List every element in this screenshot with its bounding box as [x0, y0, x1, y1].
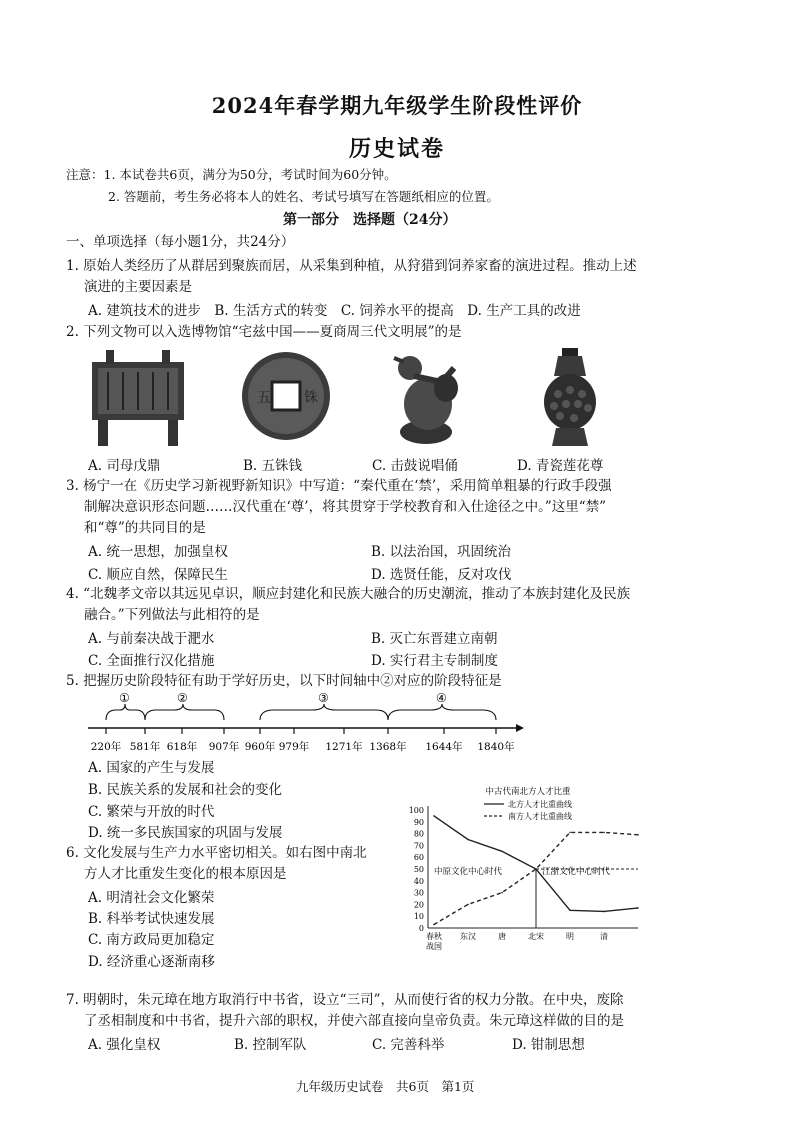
q3-stem-line3: 和“尊”的共同目的是: [84, 520, 206, 536]
north-data-point: [501, 851, 503, 853]
timeline-year: 1840年: [477, 741, 515, 753]
q2-stem: 2. 下列文物可以入选博物馆“宅兹中国——夏商周三代文明展”的是: [66, 324, 462, 340]
y-tick-label: 90: [413, 817, 424, 827]
y-tick-label: 70: [413, 841, 424, 851]
q7-option-b: B. 控制军队: [234, 1037, 307, 1053]
timeline-year: 907年: [208, 741, 240, 753]
q7-option-a: A. 强化皇权: [88, 1037, 161, 1053]
y-tick-label: 20: [413, 900, 424, 910]
x-tick-label: 唐: [498, 932, 506, 941]
x-tick-label: 北宋: [528, 932, 544, 941]
page-footer: 九年级历史试卷 共6页 第1页: [296, 1079, 475, 1094]
q2-option-c: C. 击鼓说唱俑: [372, 458, 458, 474]
q6-option-b: B. 科举考试快速发展: [88, 911, 215, 927]
y-tick-label: 40: [413, 876, 424, 886]
timeline-mark-3: ③: [318, 691, 329, 705]
x-tick-label: 明: [566, 932, 574, 941]
legend-south-label: 南方人才比重曲线: [508, 812, 572, 821]
simuwu-ding-image: [88, 348, 188, 448]
south-data-point: [501, 892, 503, 894]
q3-stem-line2: 制解决意识形态问题……汉代重在‘尊’，将其贯穿于学校教育和入仕途径之中。”这里“禁”: [84, 499, 607, 515]
part-heading: 第一部分 选择题（24分）: [283, 212, 457, 228]
q5-stem: 5. 把握历史阶段特征有助于学好历史，以下时间轴中②对应的阶段特征是: [66, 673, 502, 689]
q2-option-d: D. 青瓷莲花尊: [517, 458, 604, 474]
q7-option-c: C. 完善科举: [372, 1037, 445, 1053]
q2-option-b: B. 五铢钱: [243, 458, 303, 474]
exam-subtitle: 历史试卷: [348, 136, 445, 162]
y-tick-label: 100: [408, 806, 424, 815]
timeline: [84, 690, 524, 756]
x-tick-label: 清: [600, 932, 608, 941]
timeline-mark-4: ④: [436, 691, 447, 705]
q1-stem-line2: 演进的主要因素是: [84, 279, 192, 295]
q5-option-a: A. 国家的产生与发展: [88, 760, 215, 776]
y-tick-label: 80: [413, 829, 424, 839]
note-2: 2. 答题前，考生务必将本人的姓名、考试号填写在答题纸相应的位置。: [108, 189, 499, 204]
annotation-jiangzhe: 江浙文化中心时代: [541, 867, 611, 877]
south-data-point: [535, 868, 537, 870]
q3-stem-line1: 3. 杨宁一在《历史学习新视野新知识》中写道：“秦代重在‘禁’，采用简单粗暴的行政手段强: [66, 478, 612, 494]
timeline-year: 618年: [166, 741, 198, 753]
exam-title: 2024年春学期九年级学生阶段性评价: [211, 93, 583, 118]
y-tick-label: 50: [413, 865, 424, 874]
y-tick-label: 60: [413, 853, 424, 863]
q3-option-c: C. 顺应自然，保障民生: [88, 567, 228, 583]
x-tick-label: 战国: [426, 942, 442, 951]
svg-text:五: 五: [257, 390, 271, 406]
wuzhu-coin-image: [240, 350, 332, 442]
north-data-point: [569, 910, 571, 912]
svg-text:铢: 铢: [304, 390, 318, 406]
timeline-year: 581年: [129, 741, 161, 753]
chart-title: 中古代南北方人才比重: [485, 787, 571, 797]
q4-stem-line1: 4. “北魏孝文帝以其远见卓识，顺应封建化和民族大融合的历史潮流，推动了本族封建化及民族: [66, 586, 631, 602]
south-data-point: [637, 834, 639, 836]
north-data-point: [467, 839, 469, 841]
y-tick-label: 10: [413, 912, 424, 922]
north-data-point: [603, 911, 605, 913]
y-tick-label: 30: [413, 888, 424, 898]
q6-option-d: D. 经济重心逐渐南移: [88, 954, 215, 970]
q1-stem-line1: 1. 原始人类经历了从群居到聚族而居，从采集到种植，从狩猎到饲养家畜的演进过程。推动上述: [66, 258, 637, 274]
q6-stem-line1: 6. 文化发展与生产力水平密切相关。如右图中南北: [66, 845, 367, 861]
x-tick-label: 春秋: [426, 932, 442, 941]
q7-stem-line1: 7. 明朝时，朱元璋在地方取消行中书省，设立“三司”，从而使行省的权力分散。在中央，废除: [66, 992, 624, 1008]
q6-stem-line2: 方人才比重发生变化的根本原因是: [84, 866, 287, 882]
q1-options: A. 建筑技术的进步 B. 生活方式的转变 C. 饲养水平的提高 D. 生产工具的改进: [88, 303, 581, 319]
talent-ratio-chart: [398, 782, 648, 958]
q7-option-d: D. 钳制思想: [512, 1037, 585, 1053]
x-tick-label: 东汉: [460, 932, 476, 941]
q4-stem-line2: 融合。”下列做法与此相符的是: [84, 607, 260, 623]
q5-option-b: B. 民族关系的发展和社会的变化: [88, 782, 283, 798]
south-data-point: [467, 904, 469, 906]
section-heading: 一、单项选择（每小题1分，共24分）: [66, 234, 295, 250]
celadon-lotus-zun-image: [540, 346, 600, 448]
south-data-point: [603, 832, 605, 834]
timeline-year: 960年: [244, 741, 276, 753]
timeline-year: 1271年: [325, 741, 363, 753]
q4-option-c: C. 全面推行汉化措施: [88, 653, 215, 669]
note-1: 注意：1. 本试卷共6页，满分为50分，考试时间为60分钟。: [66, 167, 397, 182]
legend-north-label: 北方人才比重曲线: [508, 800, 572, 809]
timeline-year: 220年: [90, 741, 122, 753]
drummer-figurine-image: [384, 346, 468, 446]
q2-option-a: A. 司母戊鼎: [88, 458, 161, 474]
y-tick-label: 0: [418, 924, 424, 933]
timeline-year: 1368年: [369, 741, 407, 753]
annotation-central-plains: 中原文化中心时代: [433, 867, 503, 877]
timeline-year: 979年: [278, 741, 310, 753]
south-data-point: [569, 832, 571, 834]
timeline-mark-1: ①: [119, 691, 130, 705]
q4-option-d: D. 实行君主专制制度: [371, 653, 498, 669]
q5-option-d: D. 统一多民族国家的巩固与发展: [88, 825, 283, 841]
q3-option-b: B. 以法治国，巩固统治: [371, 544, 512, 560]
south-data-point: [433, 924, 435, 926]
north-data-point: [637, 907, 639, 909]
q3-option-d: D. 选贤任能，反对攻伐: [371, 567, 512, 583]
timeline-mark-2: ②: [177, 691, 188, 705]
timeline-year: 1644年: [425, 741, 463, 753]
north-data-point: [433, 815, 435, 817]
q5-option-c: C. 繁荣与开放的时代: [88, 804, 215, 820]
q6-option-c: C. 南方政局更加稳定: [88, 932, 215, 948]
q7-stem-line2: 了丞相制度和中书省，提升六部的职权，并使六部直接向皇帝负责。朱元璋这样做的目的是: [84, 1013, 624, 1029]
q4-option-a: A. 与前秦决战于淝水: [88, 631, 215, 647]
q4-option-b: B. 灭亡东晋建立南朝: [371, 631, 498, 647]
q6-option-a: A. 明清社会文化繁荣: [88, 890, 215, 906]
q3-option-a: A. 统一思想，加强皇权: [88, 544, 228, 560]
